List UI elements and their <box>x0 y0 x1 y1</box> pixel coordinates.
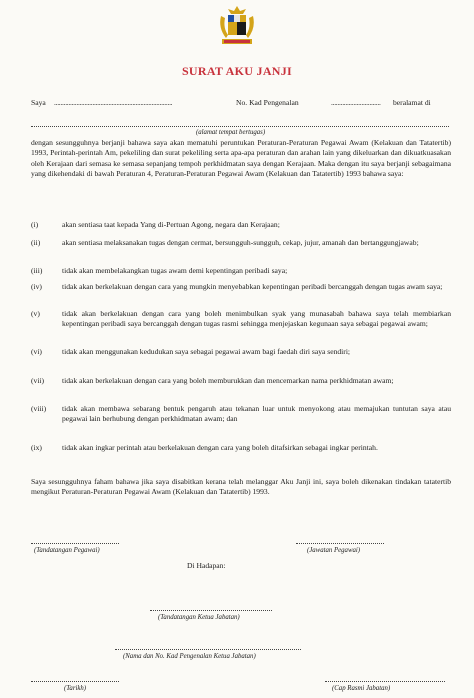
head-signature-label: (Tandatangan Ketua Jabatan) <box>158 614 240 621</box>
official-stamp-line <box>325 681 445 682</box>
date-line <box>31 681 119 682</box>
di-hadapan-label: Di Hadapan: <box>187 561 226 570</box>
item-text: tidak akan menggunakan kedudukan saya sebagai pegawai awam bagi faedah diri saya sendiri; <box>62 347 351 356</box>
no-kad-label: No. Kad Pengenalan <box>236 98 299 107</box>
item-number: (i) <box>31 220 39 229</box>
head-signature-line <box>150 610 272 611</box>
intro-paragraph: dengan sesungguhnya berjanji bahawa saya akan mematuhi peruntukan Peraturan-Peraturan Pegawai Awam (Kelakuan dan Tatatertib) 1993, Perintah-perintah Am, pekeliling dan surat pekeliling serta apa-apa peraturan dan arahan lain yang dikeluarkan dan dikuatkuasakan oleh Kerajaan dari semasa ke semasa sepanjang tempoh perkhidmatan saya dengan Kerajaan. Maka dengan itu saya berjanji sebagaimana yang dikehendaki di bawah Peraturan 4, Peraturan-Peraturan Pegawai Awam (Kelakuan dan Tatatertib) 1993 bahawa saya: <box>31 138 451 179</box>
item-number: (ii) <box>31 238 41 247</box>
officer-position-line <box>296 543 384 544</box>
item-number: (ix) <box>31 443 42 452</box>
item-text: tidak akan membelakangkan tugas awam demi kepentingan peribadi saya; <box>62 266 288 275</box>
name-dotted-field: .......................................................................... <box>54 98 173 107</box>
item-text: akan sentiasa melaksanakan tugas dengan cermat, bersungguh-sungguh, cekap, jujur, amanah dan bertanggungjawab; <box>62 238 419 247</box>
head-name-line <box>115 649 301 650</box>
item-number: (viii) <box>31 404 47 413</box>
head-name-label: (Nama dan No. Kad Pengenalan Ketua Jabatan) <box>123 653 256 660</box>
item-number: (vii) <box>31 376 45 385</box>
item-text: tidak akan membawa sebarang bentuk pengaruh atau tekanan luar untuk menyokong atau memajukan tuntutan saya atau pegawai lain berhubung dengan perkhidmatan awam; dan <box>62 404 451 424</box>
item-text: akan sentiasa taat kepada Yang di-Pertuan Agong, negara dan Kerajaan; <box>62 220 280 229</box>
item-number: (iii) <box>31 266 43 275</box>
item-text: tidak akan berkelakuan dengan cara yang boleh menimbulkan syak yang munasabah bahawa saya telah membiarkan kepentingan peribadi saya bercanggah dengan tugas rasmi sehingga menjejaskan kegunaan saya sebagai pegawai awam; <box>62 309 451 329</box>
saya-label: Saya <box>31 98 46 107</box>
item-text: tidak akan berkelakuan dengan cara yang boleh memburukkan dan mencemarkan nama perkhidmatan awam; <box>62 376 394 385</box>
officer-signature-line <box>31 543 119 544</box>
date-label: (Tarikh) <box>64 685 87 692</box>
item-number: (v) <box>31 309 40 318</box>
beralamat-label: beralamat di <box>393 98 431 107</box>
official-stamp-label: (Cap Rasmi Jabatan) <box>332 685 391 692</box>
item-number: (vi) <box>31 347 42 356</box>
item-number: (iv) <box>31 282 42 291</box>
item-text: tidak akan berkelakuan dengan cara yang mungkin menyebabkan kepentingan peribadi bercanggah dengan tugas awam saya; <box>62 282 443 291</box>
ic-dotted-field: ............................... <box>331 98 381 107</box>
officer-position-label: (Jawatan Pegawai) <box>307 547 361 554</box>
address-dotted-line <box>31 126 449 127</box>
closing-paragraph: Saya sesungguhnya faham bahawa jika saya disabitkan kerana telah melanggar Aku Janji ini, saya boleh dikenakan tindakan tatatertib mengikut Peraturan-Peraturan Pegawai Awam (Kelakuan dan Tatatertib) 1993. <box>31 477 451 497</box>
item-text: tidak akan ingkar perintah atau berkelakuan dengan cara yang boleh ditafsirkan sebagai ingkar perintah. <box>62 443 378 452</box>
address-caption: (alamat tempat bertugas) <box>196 129 266 136</box>
malaysia-coat-of-arms-icon <box>218 4 256 48</box>
officer-signature-label: (Tandatangan Pegawai) <box>34 547 100 554</box>
document-title: SURAT AKU JANJI <box>181 64 293 78</box>
